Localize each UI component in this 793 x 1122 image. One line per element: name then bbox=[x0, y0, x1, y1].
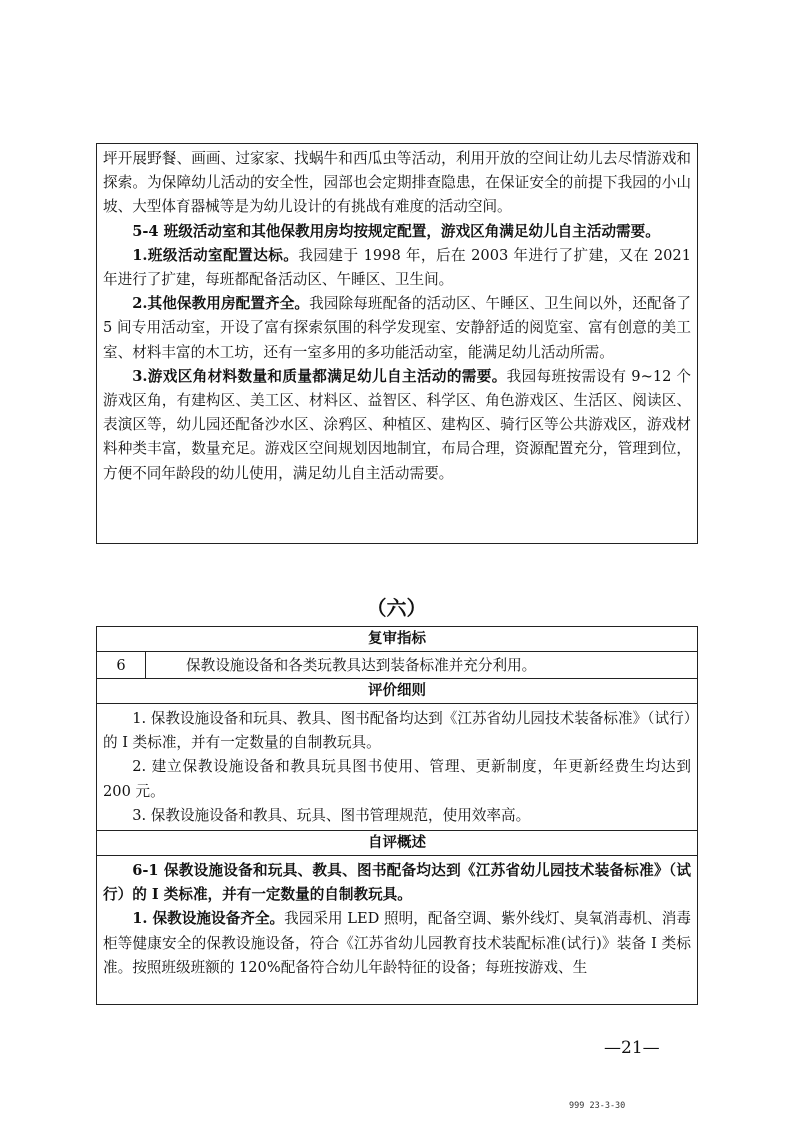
review-index-header: 复审指标 bbox=[97, 627, 697, 652]
item-3 bbox=[97, 365, 697, 486]
eval-item-1-title: 1. 保教设施设备齐全。 bbox=[132, 910, 285, 928]
item-3-title: 3.游戏区角材料数量和质量都满足幼儿自主活动的需要。 bbox=[132, 367, 507, 385]
index-text: 保教设施设备和各类玩教具达到装备标准并充分利用。 bbox=[186, 657, 537, 674]
item-2-text: 我园除每班配备的活动区、午睡区、卫生间以外，还配备了 5 间专用活动室，开设了富有探索氛围的科学发现室、安静舒适的阅览室、富有创意的美工室、材料丰富的木工坊，还有一室多用的多功能活动室，能满足幼儿活动所需。 bbox=[103, 295, 691, 361]
item-1-title: 1.班级活动室配置达标。 bbox=[132, 246, 299, 264]
criteria-item: 3. 保教设施设备和教具、玩具、图书管理规范，使用效率高。 bbox=[132, 806, 531, 824]
criteria-cell bbox=[97, 704, 697, 831]
eval-item-1-text: 我园采用 LED 照明，配备空调、紫外线灯、臭氧消毒机、消毒柜等健康安全的保教设施设备，符合《江苏省幼儿园教育技术装配标准(试行)》装备 I 类标准。按照班级班额的 120%配备符合幼儿年龄特征的设备；每班按游戏、生 bbox=[103, 910, 691, 976]
page-number: —21— bbox=[604, 1038, 660, 1058]
item-3-text: 我园每班按需设有 9~12 个游戏区角，有建构区、美工区、材料区、益智区、科学区、角色游戏区、生活区、阅读区、表演区等，幼儿园还配备沙水区、涂鸦区、种植区、建构区、骑行区等公共游戏区，游戏材料种类丰富，数量充足。游戏区空间规划因地制宜，布局合理，资源配置充分，管理到位，方便不同年龄段的幼儿使用，满足幼儿自主活动需要。 bbox=[103, 367, 691, 482]
content-box-top bbox=[96, 143, 698, 544]
item-1-text: 我园建于 1998 年，后在 2003 年进行了扩建，又在 2021 年进行了扩建，每班都配备活动区、午睡区、卫生间。 bbox=[103, 246, 691, 289]
item-2 bbox=[97, 292, 697, 365]
criteria-item: 1. 保教设施设备和玩具、教具、图书配备均达到《江苏省幼儿园技术装备标准》（试行）的 I 类标准，并有一定数量的自制教玩具。 bbox=[103, 710, 691, 752]
item-1 bbox=[97, 244, 697, 292]
criteria-item: 2. 建立保教设施设备和教具玩具图书使用、管理、更新制度，年更新经费生均达到 200 元。 bbox=[103, 758, 691, 800]
index-number: 6 bbox=[97, 652, 146, 678]
heading-5-4: 5-4 班级活动室和其他保教用房均按规定配置，游戏区角满足幼儿自主活动需要。 bbox=[132, 222, 660, 240]
criteria-header: 评价细则 bbox=[97, 679, 697, 704]
section-title: （六） bbox=[366, 596, 427, 620]
self-eval-header: 自评概述 bbox=[97, 831, 697, 856]
paragraph-continued: 坪开展野餐、画画、过家家、找蜗牛和西瓜虫等活动，利用开放的空间让幼儿去尽情游戏和探索。为保障幼儿活动的安全性，园部也会定期排查隐患，在保证安全的前提下我园的小山坡、大型体育器械等是为幼儿设计的有挑战有难度的活动空间。 bbox=[103, 150, 691, 216]
heading-6-1: 6-1 保教设施设备和玩具、教具、图书配备均达到《江苏省幼儿园技术装备标准》（试行）的 I 类标准，并有一定数量的自制教玩具。 bbox=[103, 862, 691, 904]
item-2-title: 2.其他保教用房配置齐全。 bbox=[132, 295, 310, 313]
print-stamp: 999 23-3-30 bbox=[569, 1101, 626, 1111]
index-row bbox=[97, 652, 697, 679]
evaluation-table bbox=[96, 626, 698, 1005]
eval-item-1 bbox=[97, 907, 697, 980]
self-eval-cell bbox=[97, 856, 697, 980]
